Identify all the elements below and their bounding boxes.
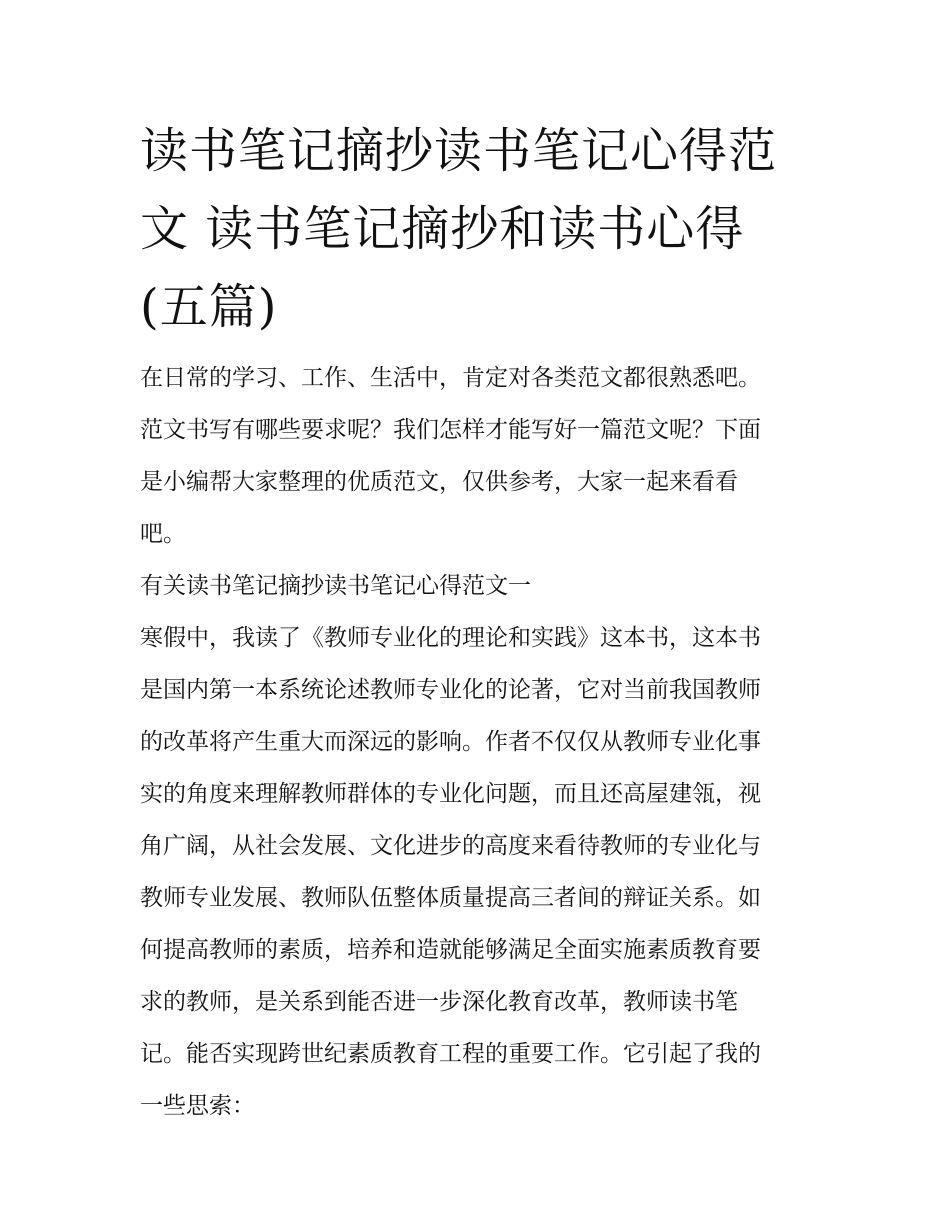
text-line: 是小编帮大家整理的优质范文，仅供参考，大家一起来看看 <box>140 469 738 495</box>
text-line: 范文书写有哪些要求呢？我们怎样才能写好一篇范文呢？下面 <box>140 417 761 443</box>
text-line: 寒假中，我读了《教师专业化的理论和实践》这本书，这本书 <box>140 625 761 651</box>
intro-paragraph <box>140 352 820 560</box>
text-line: 求的教师，是关系到能否进一步深化教育改革，教师读书笔 <box>140 989 738 1015</box>
document-title <box>140 112 820 346</box>
text-line: 角广阔，从社会发展、文化进步的高度来看待教师的专业化与 <box>140 833 761 859</box>
text-line: 吧。 <box>140 521 186 547</box>
text-line: 在日常的学习、工作、生活中，肯定对各类范文都很熟悉吧。 <box>140 365 761 391</box>
title-line: 文 读书笔记摘抄和读书心得 <box>140 201 745 257</box>
body-paragraph <box>140 612 820 1132</box>
text-line: 一些思索： <box>140 1093 255 1119</box>
title-line: 读书笔记摘抄读书笔记心得范 <box>140 123 778 179</box>
text-line: 教师专业发展、教师队伍整体质量提高三者间的辩证关系。如 <box>140 885 761 911</box>
text-line: 是国内第一本系统论述教师专业化的论著，它对当前我国教师 <box>140 677 761 703</box>
title-line: (五篇) <box>140 279 278 335</box>
text-line: 实的角度来理解教师群体的专业化问题，而且还高屋建瓴，视 <box>140 781 761 807</box>
document-body <box>140 352 820 1132</box>
section-heading: 有关读书笔记摘抄读书笔记心得范文一 <box>140 573 531 599</box>
text-line: 何提高教师的素质，培养和造就能够满足全面实施素质教育要 <box>140 937 761 963</box>
text-line: 记。能否实现跨世纪素质教育工程的重要工作。它引起了我的 <box>140 1041 761 1067</box>
text-line: 的改革将产生重大而深远的影响。作者不仅仅从教师专业化事 <box>140 729 761 755</box>
